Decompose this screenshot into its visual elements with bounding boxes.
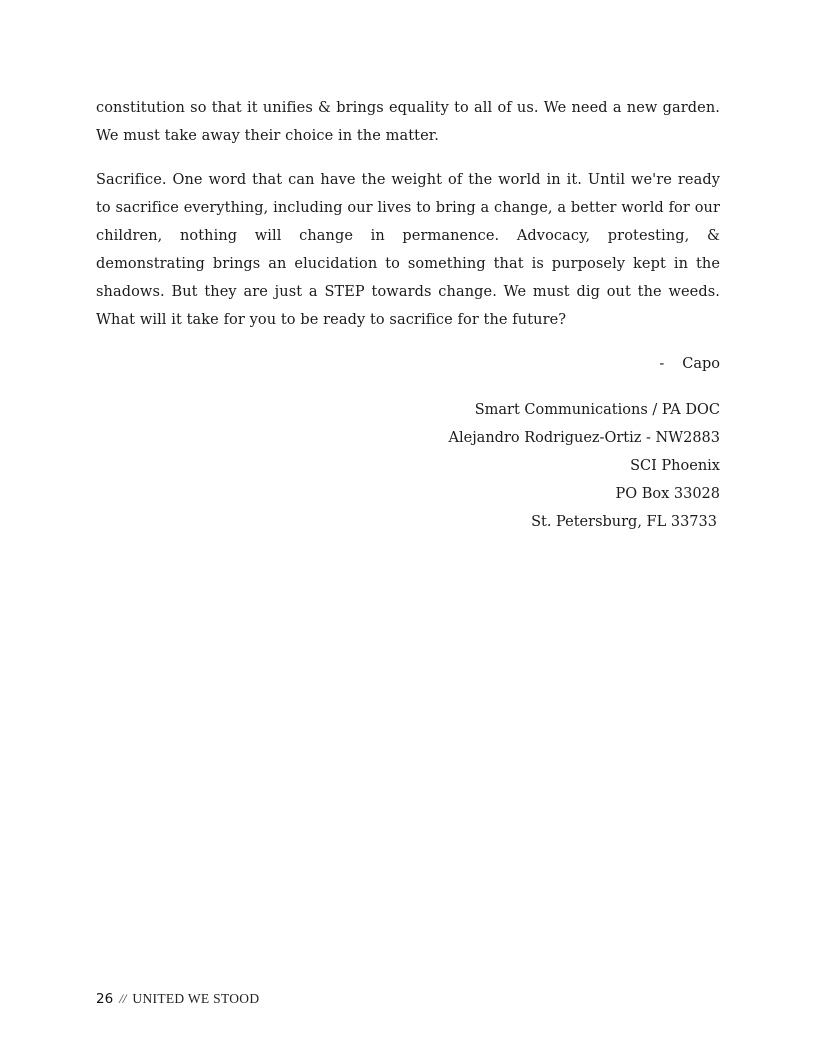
address-line-facility: SCI Phoenix (630, 458, 720, 474)
signoff-name: Capo (682, 356, 720, 372)
paragraph-continuation: constitution so that it unifies & brings equality to all of us. We need a new garden. We must take away their choice in the matter. (96, 100, 720, 144)
address-line-city: St. Petersburg, FL 33733 (531, 514, 717, 530)
address-line-recipient: Alejandro Rodriguez-Ortiz - NW2883 (448, 430, 720, 446)
mailing-address (449, 396, 721, 536)
signoff (659, 350, 720, 378)
page-number: 26 (96, 991, 114, 1007)
address-line-organization: Smart Communications / PA DOC (474, 402, 720, 418)
publication-title: UNITED WE STOOD (132, 991, 260, 1006)
address-line-po-box: PO Box 33028 (615, 486, 720, 502)
page-footer (96, 989, 259, 1010)
paragraph-sacrifice: Sacrifice. One word that can have the weight of the world in it. Until we're ready to sacrifice everything, including our lives to bring a change, a better world for our children, nothing will change in permanence. Advocacy, protesting, & demonstrating brings an elucidation to something that is purposely kept in the shadows. But they are just a STEP towards change. We must dig out the weeds. What will it take for you to be ready to sacrifice for the future? (96, 172, 720, 328)
signoff-dash: - (659, 356, 665, 372)
footer-separator: // (119, 991, 127, 1006)
